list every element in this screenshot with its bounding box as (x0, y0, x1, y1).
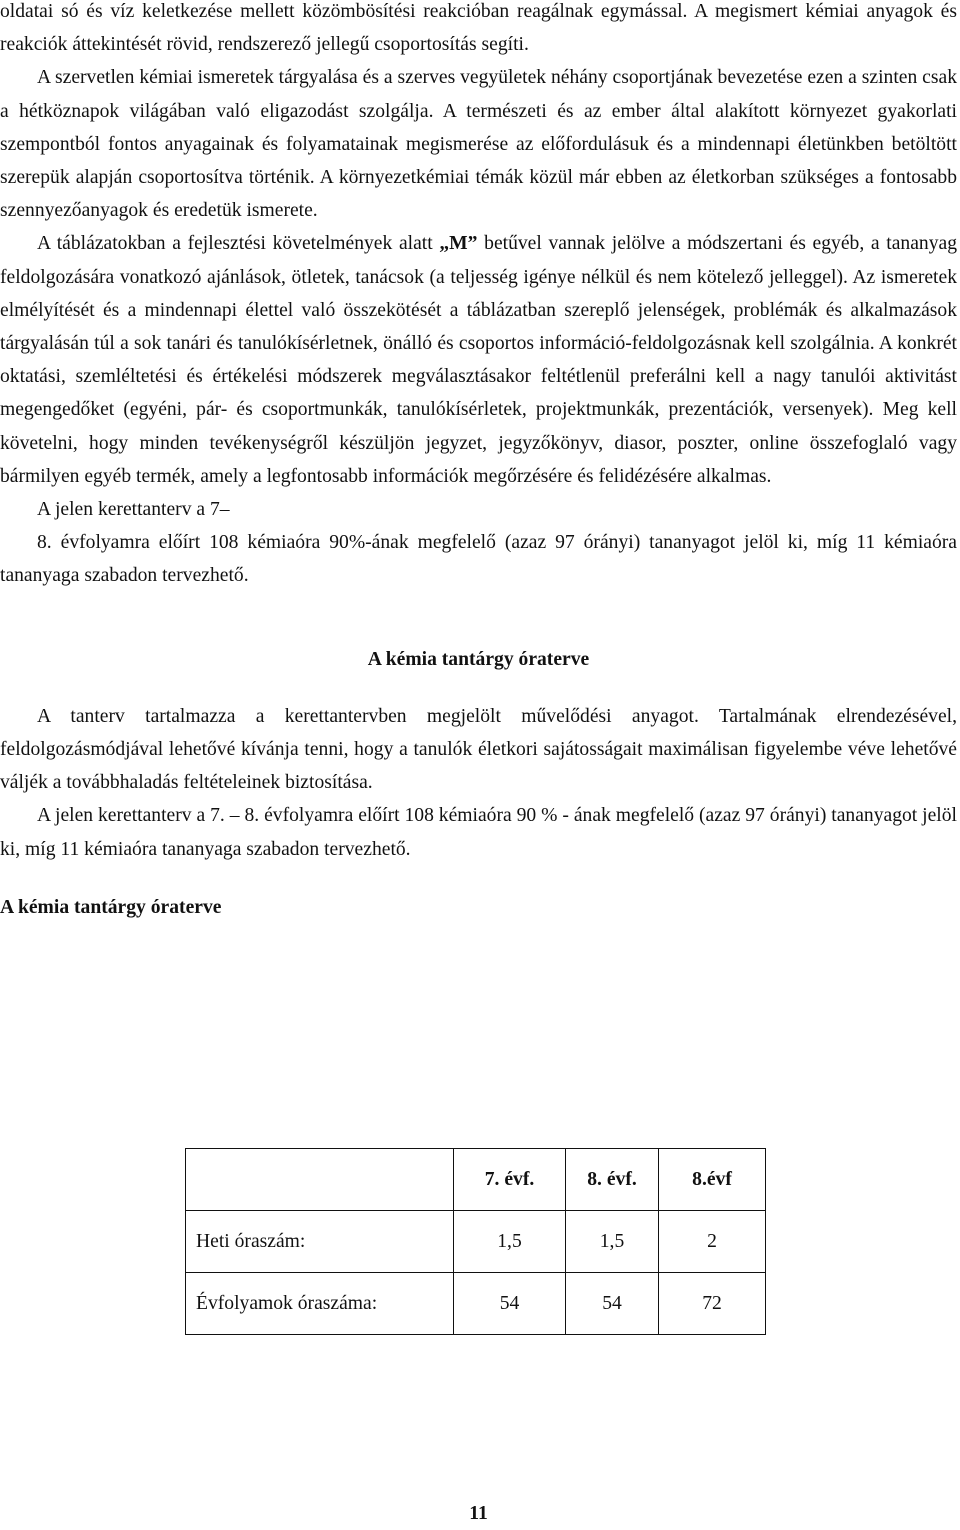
paragraph-methodology (0, 227, 957, 493)
methodology-text-start: A táblázatokban a fejlesztési követelmények alatt (37, 233, 440, 255)
paragraph-curriculum: A tanterv tartalmazza a kerettantervben megjelölt művelődési anyagot. Tartalmának elrendezésével, feldolgozásmódjával lehetővé kívánja tenni, hogy a tanulók életkori sajátosságait maximálisan figyelembe véve lehetővé váljék a továbbhaladás feltételeinek biztosítása. (0, 705, 957, 794)
table-cell: 54 (454, 1273, 566, 1335)
table-header-cell: 7. évf. (454, 1149, 566, 1211)
paragraph-framework-line1: A jelen kerettanterv a 7– (37, 499, 230, 521)
table-cell: 54 (566, 1273, 659, 1335)
paragraph-framework-repeat: A jelen kerettanterv a 7. – 8. évfolyamra előírt 108 kémiaóra 90 % - ának megfelelő (azaz 97 órányi) tananyagot jelöl ki, míg 11 kémiaóra tananyaga szabadon tervezhető. (0, 805, 957, 860)
table-header-cell: 8. évf. (566, 1149, 659, 1211)
table-cell: 1,5 (566, 1211, 659, 1273)
lesson-hours-table (185, 1148, 766, 1335)
spacer (0, 866, 957, 891)
paragraph-inorganic-chemistry: A szervetlen kémiai ismeretek tárgyalása és a szerves vegyületek néhány csoportjának bevezetése ezen a szinten csak a hétköznapok világában való eligazodást szolgálja. A természeti és az ember által alakított környezet gyakorlati szempontból fontos anyagainak és folyamatainak megismerése az előfordulásuk és a mindennapi életünkben betöltött szerepük alapján csoportosítva történik. A környezetkémiai témák közül már ebben az életkorban szükséges a fontosabb szennyezőanyagok és eredetük ismerete. (0, 67, 957, 222)
table-row-label: Évfolyamok óraszáma: (186, 1273, 454, 1335)
m-marker: „M” (439, 233, 478, 255)
spacer (0, 676, 957, 700)
spacer (0, 593, 957, 643)
table-header-cell (186, 1149, 454, 1211)
section-heading-centered: A kémia tantárgy óraterve (367, 648, 590, 670)
table-header-row (186, 1149, 766, 1211)
section-heading-left: A kémia tantárgy óraterve (0, 896, 222, 918)
table-row (186, 1211, 766, 1273)
table-header-cell: 8.évf (659, 1149, 766, 1211)
methodology-text-rest: betűvel vannak jelölve a módszertani és egyéb, a tananyag feldolgozására vonatkozó ajánlások, ötletek, tanácsok (a teljesség igénye nélkül és nem kötelező jelleggel). Az ismeretek elmélyítését és a mindennapi élettel való összekötését a táblázatban szereplő jelenségek, problémák és alkalmazások tárgyalásán túl a sok tanári és tanulókísérletnek, önálló és csoportos információ-feldolgozásnak kell szolgálnia. A konkrét oktatási, szemléltetési és értékelési módszerek megválasztásakor feltétlenül preferálni kell a nagy tanulói aktivitást megengedőket (egyéni, pár- és csoportmunkák, tanulókísérletek, projektmunkák, prezentációk, versenyek). Meg kell követelni, hogy minden tevékenységről készüljön jegyzet, jegyzőkönyv, diasor, poszter, online összefoglaló vagy bármilyen egyéb termék, amely a legfontosabb információk megőrzésére és felidézésére alkalmas. (0, 233, 957, 487)
table-cell: 72 (659, 1273, 766, 1335)
paragraph-neutralization: oldatai só és víz keletkezése mellett közömbösítési reakcióban reagálnak egymással. A megismert kémiai anyagok és reakciók áttekintését rövid, rendszerező jellegű csoportosítás segíti. (0, 1, 957, 56)
page-number: 11 (469, 1503, 488, 1524)
table-cell: 1,5 (454, 1211, 566, 1273)
table-row-label: Heti óraszám: (186, 1211, 454, 1273)
table-cell: 2 (659, 1211, 766, 1273)
table-row (186, 1273, 766, 1335)
paragraph-framework-line2: 8. évfolyamra előírt 108 kémiaóra 90%-ának megfelelő (azaz 97 órányi) tananyagot jelöl ki, míg 11 kémiaóra tananyaga szabadon tervezhető. (0, 532, 957, 587)
